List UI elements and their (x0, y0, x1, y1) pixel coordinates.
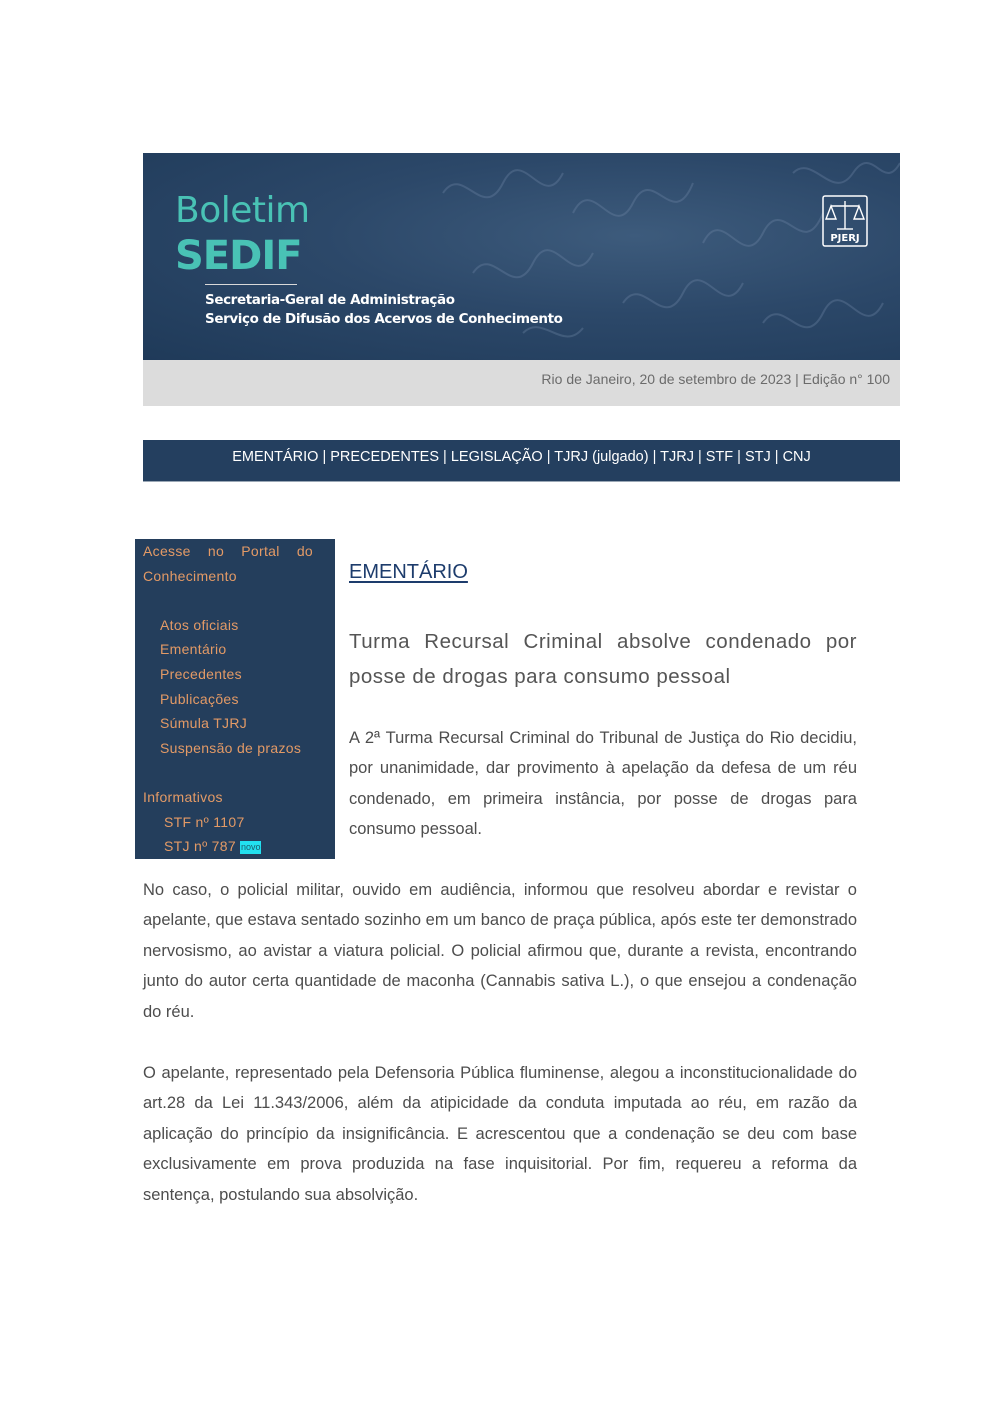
article-paragraph-1: A 2ª Turma Recursal Criminal do Tribunal de Justiça do Rio decidiu, por unanimidade, dar provimento à apelação da defesa de um réu condenado, em primeira instância, por posse de drogas para consumo pessoal. (349, 729, 857, 839)
brand-divider (205, 284, 297, 285)
org-name-line1: Secretaria-Geral de Administração (205, 292, 455, 308)
section-title[interactable]: EMENTÁRIO (349, 561, 468, 583)
article-paragraph-3: O apelante, representado pela Defensoria Pública fluminense, alegou a inconstitucionalidade do art.28 da Lei 11.343/2006, além da atipicidade da conduta imputada ao réu, em razão da aplicação do princípio da insignificância. E acrescentou que a condenação se deu com base exclusivamente em prova produzida na fase inquisitorial. Por fim, requereu a reforma da sentença, postulando sua absolvição. (143, 1064, 857, 1204)
sidebar-link-suspensao-prazos[interactable]: Suspensão de prazos (160, 739, 302, 756)
article-paragraph-2: No caso, o policial militar, ouvido em audiência, informou que resolveu abordar e revistar o apelante, que estava sentado sozinho em um banco de praça pública, após este ter demonstrado nervosismo, ao avistar a viatura policial. O policial afirmou que, durante a revista, encontrando junto do autor certa quantidade de maconha (Cannabis sativa L.), o que ensejou a condenação do réu. (143, 881, 857, 1021)
sidebar-link-stj-row (143, 834, 327, 859)
sidebar-informativos-label: Informativos (143, 788, 223, 805)
sidebar-link-publicacoes[interactable]: Publicações (160, 690, 239, 707)
article-headline: Turma Recursal Criminal absolve condenado por posse de drogas para consumo pessoal (349, 630, 857, 688)
sidebar-link-stf-informativo[interactable]: STF nº 1107 (164, 813, 245, 830)
pjerj-logo (822, 195, 868, 247)
brand-title-sedif: SEDIF (175, 233, 302, 279)
scales-of-justice-icon (826, 201, 864, 229)
edition-dateline: Rio de Janeiro, 20 de setembro de 2023 | Edição n° 100 (143, 360, 900, 406)
new-badge: novo (240, 841, 261, 852)
section-navigation[interactable]: EMENTÁRIO | PRECEDENTES | LEGISLAÇÃO | TJRJ (julgado) | TJRJ | STF | STJ | CNJ (143, 440, 900, 482)
sidebar-intro-link[interactable]: Acesse no Portal do Conhecimento (143, 543, 313, 584)
sidebar-link-stj-informativo[interactable]: STJ nº 787 (164, 838, 236, 855)
sidebar-link-atos-oficiais[interactable]: Atos oficiais (160, 616, 239, 633)
sidebar-link-ementario[interactable]: Ementário (160, 641, 227, 658)
pjerj-logo-text: PJERJ (830, 233, 860, 244)
portal-sidebar (135, 539, 335, 859)
org-name-line2: Serviço de Difusão dos Acervos de Conhecimento (205, 311, 563, 327)
header-banner (143, 153, 900, 360)
brand-title-boletim: Boletim (175, 190, 310, 231)
sidebar-link-precedentes[interactable]: Precedentes (160, 665, 242, 682)
sidebar-link-sumula-tjrj[interactable]: Súmula TJRJ (160, 715, 248, 732)
sidebar-link-list (143, 613, 327, 761)
